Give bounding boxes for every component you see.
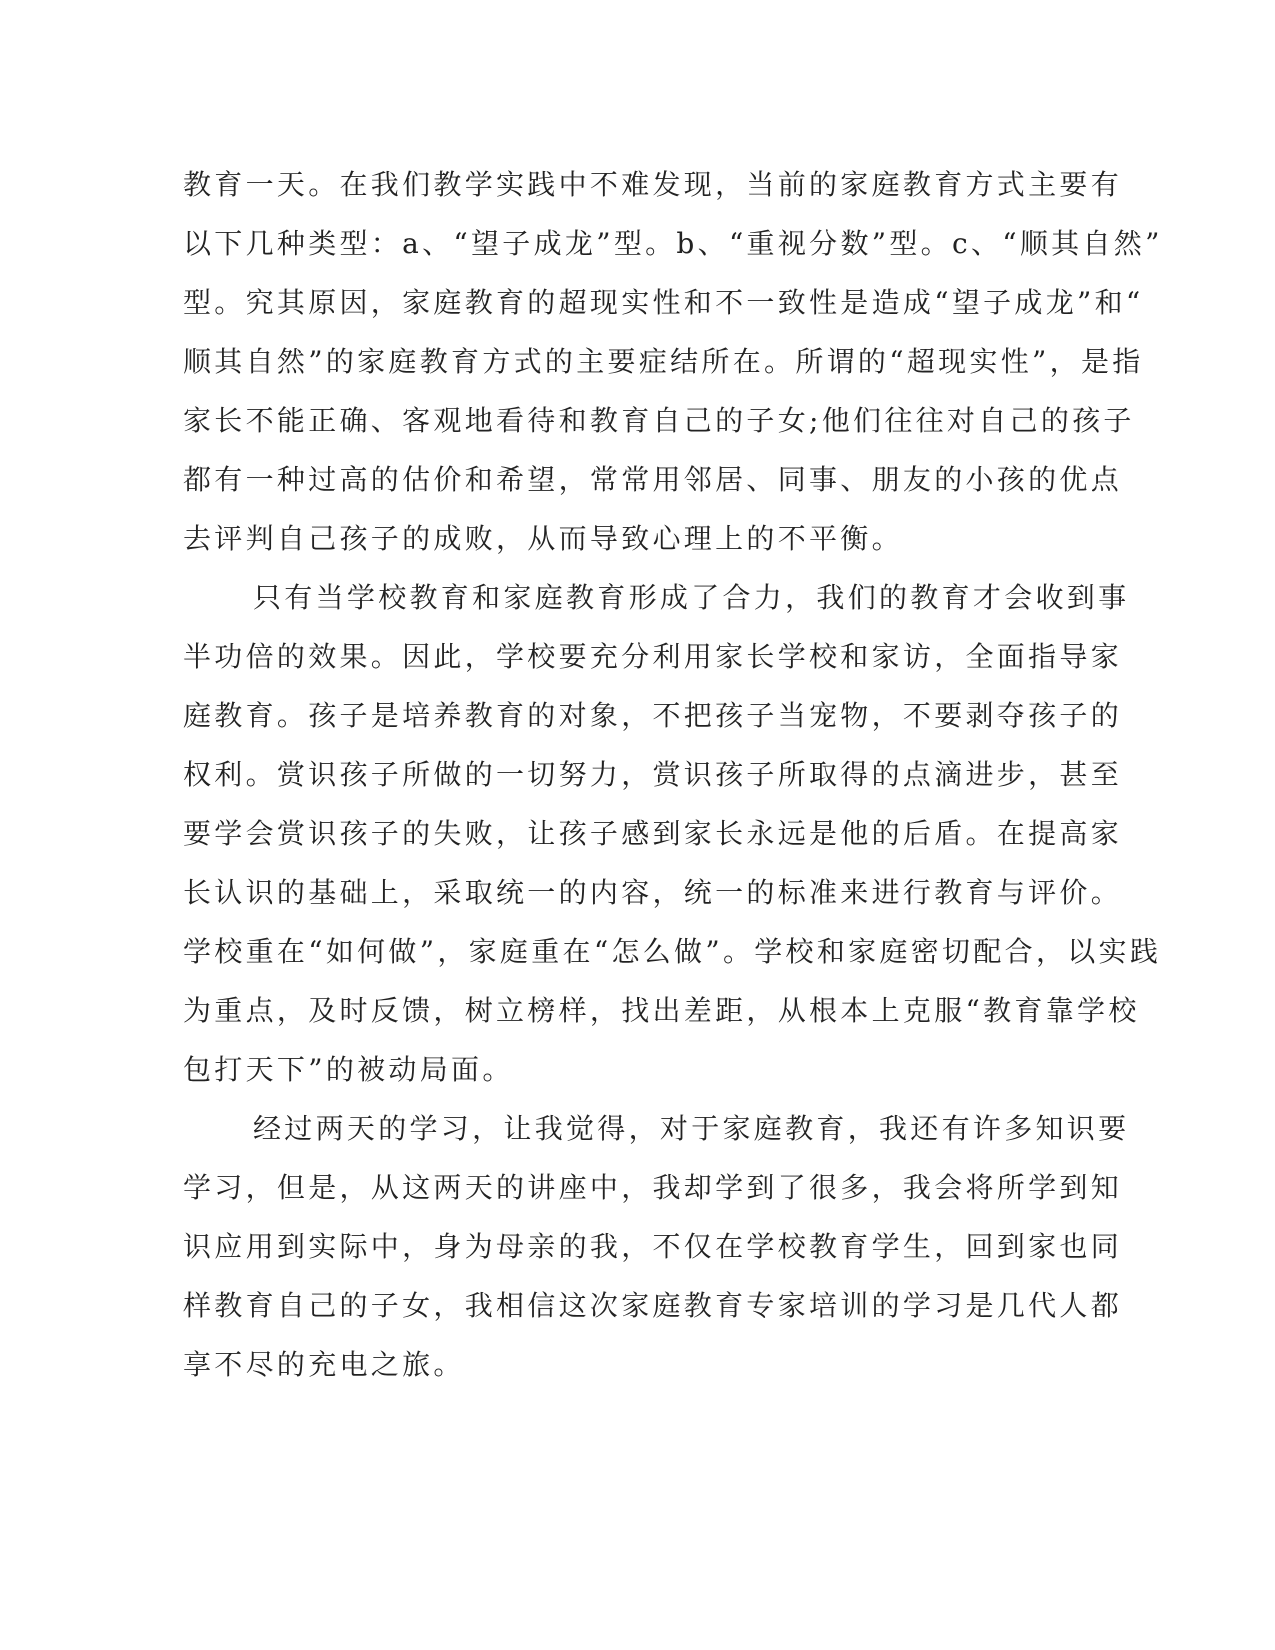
text-line: 包打天下”的被动局面。 [183, 1053, 514, 1086]
text-line: 经过两天的学习，让我觉得，对于家庭教育，我还有许多知识要 [253, 1112, 1130, 1145]
text-line: 庭教育。孩子是培养教育的对象，不把孩子当宠物，不要剥夺孩子的 [183, 699, 1123, 732]
text-line: 样教育自己的子女，我相信这次家庭教育专家培训的学习是几代人都 [183, 1289, 1123, 1322]
text-line: 识应用到实际中，身为母亲的我，不仅在学校教育学生，回到家也同 [183, 1230, 1123, 1263]
text-line: 长认识的基础上，采取统一的内容，统一的标准来进行教育与评价。 [183, 876, 1123, 909]
text-line: 去评判自己孩子的成败，从而导致心理上的不平衡。 [183, 522, 903, 555]
text-line: 要学会赏识孩子的失败，让孩子感到家长永远是他的后盾。在提高家 [183, 817, 1123, 850]
text-line: 都有一种过高的估价和希望，常常用邻居、同事、朋友的小孩的优点 [183, 463, 1123, 496]
text-line: 为重点，及时反馈，树立榜样，找出差距，从根本上克服“教育靠学校 [183, 994, 1140, 1027]
text-line: 顺其自然”的家庭教育方式的主要症结所在。所谓的“超现实性”，是指 [183, 345, 1144, 378]
text-line: 只有当学校教育和家庭教育形成了合力，我们的教育才会收到事 [253, 581, 1130, 614]
text-line: 权利。赏识孩子所做的一切努力，赏识孩子所取得的点滴进步，甚至 [183, 758, 1123, 791]
document-body [183, 155, 1163, 1394]
text-line: 以下几种类型：a、“望子成龙”型。b、“重视分数”型。c、“顺其自然” [183, 227, 1163, 260]
text-line: 半功倍的效果。因此，学校要充分利用家长学校和家访，全面指导家 [183, 640, 1123, 673]
text-line: 家长不能正确、客观地看待和教育自己的子女;他们往往对自己的孩子 [183, 404, 1135, 437]
text-line: 教育一天。在我们教学实践中不难发现，当前的家庭教育方式主要有 [183, 168, 1123, 201]
text-line: 享不尽的充电之旅。 [183, 1348, 465, 1381]
text-line: 学校重在“如何做”，家庭重在“怎么做”。学校和家庭密切配合，以实践 [183, 935, 1162, 968]
text-line: 学习，但是，从这两天的讲座中，我却学到了很多，我会将所学到知 [183, 1171, 1123, 1204]
text-line: 型。究其原因，家庭教育的超现实性和不一致性是造成“望子成龙”和“ [183, 286, 1144, 319]
